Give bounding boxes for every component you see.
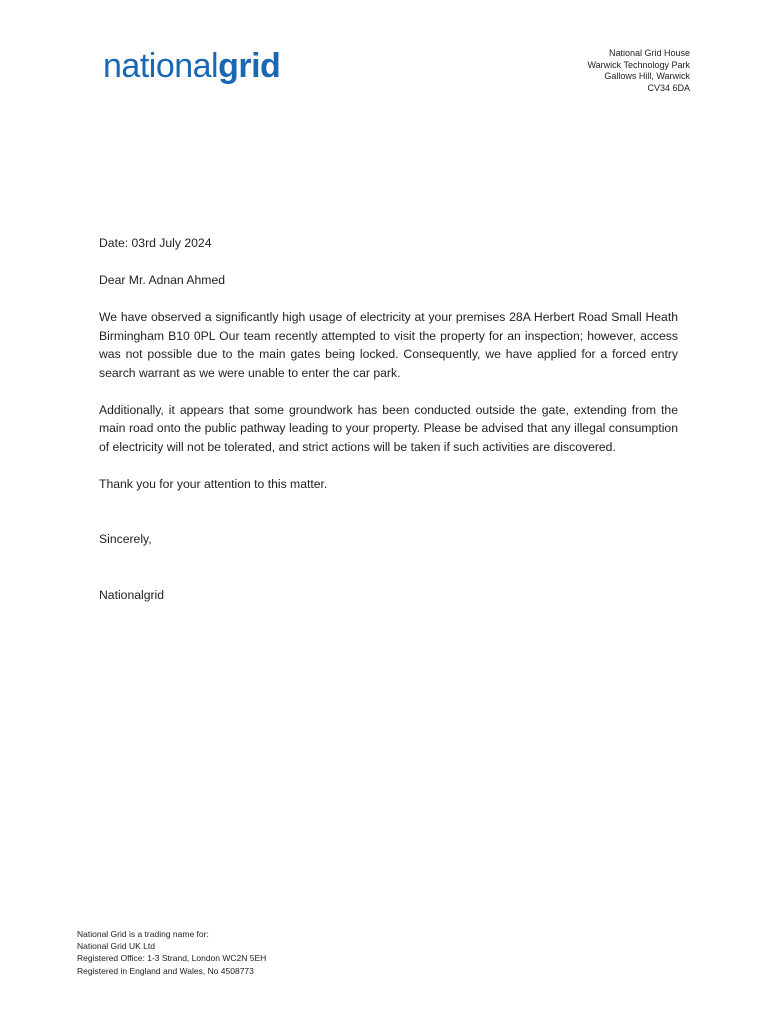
company-logo: [103, 46, 280, 86]
footer-line: National Grid is a trading name for:: [77, 929, 209, 939]
footer-line: Registered Office: 1-3 Strand, London WC2N 5EH: [77, 953, 267, 964]
address-line: Gallows Hill, Warwick: [604, 71, 690, 81]
logo-text-bold: grid: [218, 47, 281, 85]
letter-thanks: Thank you for your attention to this matter.: [99, 476, 328, 491]
sender-address: [587, 48, 690, 94]
company-footer: [77, 928, 266, 977]
letter-body: [99, 234, 678, 604]
letter-paragraph-1: We have observed a significantly high usage of electricity at your premises 28A Herbert Road Small Heath Birmingham B10 0PL Our team recently attempted to visit the property for an inspection; however, access was not possible due to the main gates being locked. Consequently, we have applied for a forced entry search warrant as we were unable to enter the car park.: [99, 310, 678, 380]
letter-paragraph-2: Additionally, it appears that some groundwork has been conducted outside the gate, extending from the main road onto the public pathway leading to your property. Please be advised that any illegal consumption of electricity will not be tolerated, and strict actions will be taken if such activities are discovered.: [99, 402, 678, 454]
letter-salutation: Dear Mr. Adnan Ahmed: [99, 273, 226, 287]
letter-signature: Nationalgrid: [99, 587, 165, 602]
logo-text-light: national: [103, 47, 219, 85]
letter-closing: Sincerely,: [99, 532, 152, 546]
letter-date: Date: 03rd July 2024: [99, 236, 212, 250]
address-line: Warwick Technology Park: [587, 59, 690, 70]
footer-line: National Grid UK Ltd: [77, 941, 155, 952]
address-line: National Grid House: [608, 48, 690, 58]
address-line: CV34 6DA: [647, 82, 690, 93]
footer-line: Registered in England and Wales, No 4508773: [77, 965, 254, 976]
